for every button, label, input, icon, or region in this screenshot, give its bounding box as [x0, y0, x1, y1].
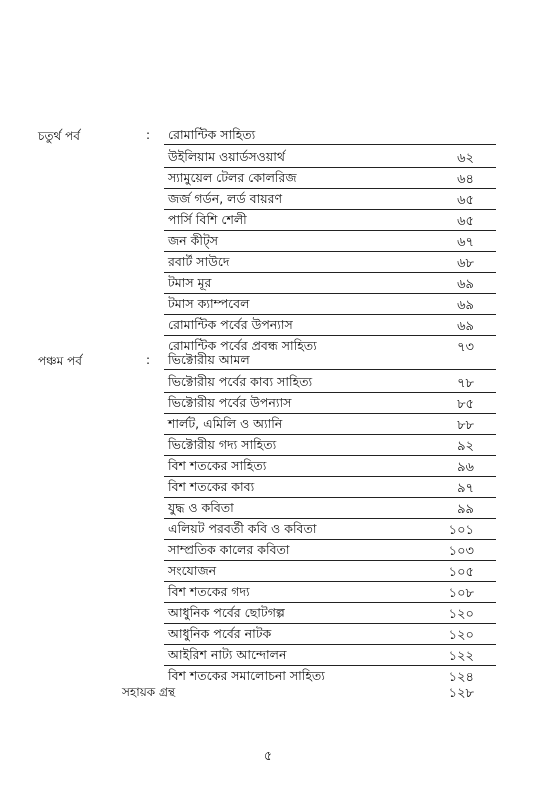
entry-divider [164, 167, 496, 168]
entry-title: রবার্ট সাউদে [168, 254, 230, 269]
entry-page: ১২০ [448, 607, 474, 622]
entry-divider [164, 335, 496, 336]
section-title: রোমান্টিক সাহিত্য [168, 127, 256, 142]
section-colon: : [146, 353, 151, 367]
entry-title: বিশ শতকের সমালোচনা সাহিত্য [168, 668, 325, 683]
toc-entry [0, 436, 536, 457]
entry-title: বিশ শতকের সাহিত্য [168, 458, 267, 473]
entry-divider [164, 188, 496, 189]
toc-entry [0, 295, 536, 316]
toc-entry-bibliography [0, 684, 536, 704]
entry-divider [164, 209, 496, 210]
entry-page: ৬২ [457, 151, 474, 166]
entry-divider [164, 602, 496, 603]
toc-entry [0, 520, 536, 541]
toc-entry [0, 583, 536, 604]
entry-title: শার্লট, এমিলি ও অ্যানি [168, 416, 283, 431]
entry-title: স্যামুয়েল টেলর কোলরিজ [168, 170, 297, 185]
entry-title: এলিয়ট পরবর্তী কবি ও কবিতা [168, 521, 317, 536]
entry-page: ৯৭ [457, 481, 474, 496]
toc-entry [0, 499, 536, 520]
entry-title: জর্জ গর্ডন, লর্ড বায়রণ [168, 191, 283, 206]
entry-page: ৬৭ [457, 235, 474, 250]
entry-page: ৬৯ [457, 319, 474, 334]
entry-title: রোমান্টিক পর্বের প্রবন্ধ সাহিত্য [168, 338, 317, 353]
entry-title: আইরিশ নাট্য আন্দোলন [168, 647, 287, 662]
entry-page: ৬৮ [457, 256, 474, 271]
page-number: ৫ [263, 749, 273, 764]
toc-entry [0, 457, 536, 478]
entry-title: জন কীট্স [168, 233, 219, 248]
section-divider [164, 369, 496, 370]
entry-title: বিশ শতকের গদ্য [168, 584, 250, 599]
entry-page: ৯৬ [457, 460, 474, 475]
entry-title: ভিক্টোরীয় পর্বের উপন্যাস [168, 395, 292, 410]
entry-divider [164, 230, 496, 231]
entry-page: ৭৩ [457, 340, 474, 355]
toc-entry [0, 394, 536, 415]
entry-divider [164, 665, 496, 666]
entry-title: আধুনিক পর্বের ছোটগল্প [168, 605, 285, 620]
entry-page: ১২০ [448, 628, 474, 643]
section-divider [164, 144, 496, 145]
entry-page: ৬৯ [457, 277, 474, 292]
entry-title: উইলিয়াম ওয়ার্ডসওয়ার্থ [168, 149, 285, 164]
entry-divider [164, 314, 496, 315]
entry-divider [164, 623, 496, 624]
toc-entry [0, 646, 536, 667]
toc-entry [0, 373, 536, 394]
entry-title: টমাস ক্যাম্পবেল [168, 296, 250, 311]
toc-entry [0, 415, 536, 436]
entry-divider [164, 392, 496, 393]
toc-entry [0, 604, 536, 625]
entry-divider [164, 539, 496, 540]
entry-title: আধুনিক পর্বের নাটক [168, 626, 272, 641]
bibliography-page: ১২৮ [448, 686, 474, 701]
section-colon: : [146, 128, 151, 142]
entry-title: ভিক্টোরীয় গদ্য সাহিত্য [168, 437, 277, 452]
entry-page: ৮৮ [457, 418, 474, 433]
entry-divider [164, 497, 496, 498]
entry-page: ৮৫ [457, 397, 474, 412]
entry-page: ৬৪ [457, 172, 474, 187]
toc-entry [0, 211, 536, 232]
toc-entry [0, 562, 536, 583]
entry-page: ৯২ [457, 439, 474, 454]
entry-divider [164, 518, 496, 519]
entry-title: বিশ শতকের কাব্য [168, 479, 255, 494]
entry-page: ৬৯ [457, 298, 474, 313]
entry-divider [164, 293, 496, 294]
entry-title: রোমান্টিক পর্বের উপন্যাস [168, 317, 293, 332]
entry-page: ১০৮ [448, 586, 474, 601]
section-label: চতুর্থ পর্ব [38, 129, 80, 143]
bibliography-title: সহায়ক গ্রন্থ [122, 685, 176, 699]
entry-page: ৯৯ [457, 502, 474, 517]
entry-page: ৬৫ [457, 214, 474, 229]
toc-entry [0, 316, 536, 337]
entry-divider [164, 455, 496, 456]
entry-page: ১০৩ [448, 544, 474, 559]
entry-divider [164, 251, 496, 252]
section-title: ভিক্টোরীয় আমল [168, 352, 250, 367]
entry-divider [164, 434, 496, 435]
toc-entry [0, 478, 536, 499]
entry-divider [164, 644, 496, 645]
entry-page: ১০৫ [448, 565, 474, 580]
toc-entry [0, 274, 536, 295]
entry-page: ১২৪ [448, 670, 474, 685]
section-label: পঞ্চম পর্ব [38, 354, 82, 368]
entry-page: ১২২ [448, 649, 474, 664]
entry-divider [164, 560, 496, 561]
toc-entry [0, 232, 536, 253]
entry-divider [164, 272, 496, 273]
entry-title: পার্সি বিশি শেলী [168, 212, 247, 227]
entry-title: সাম্প্রতিক কালের কবিতা [168, 542, 290, 557]
toc-entry [0, 625, 536, 646]
entry-divider [164, 581, 496, 582]
entry-divider [164, 476, 496, 477]
toc-entry [0, 148, 536, 169]
entry-title: টমাস মূর [168, 275, 212, 290]
toc-entry [0, 169, 536, 190]
entry-title: ভিক্টোরীয় পর্বের কাব্য সাহিত্য [168, 374, 313, 389]
entry-page: ৭৮ [457, 376, 474, 391]
toc-entry [0, 190, 536, 211]
entry-page: ১০১ [448, 523, 474, 538]
entry-title: যুদ্ধ ও কবিতা [168, 500, 234, 515]
entry-divider [164, 413, 496, 414]
toc-entry [0, 541, 536, 562]
entry-page: ৬৫ [457, 193, 474, 208]
entry-title: সংযোজন [168, 563, 217, 578]
toc-entry [0, 253, 536, 274]
